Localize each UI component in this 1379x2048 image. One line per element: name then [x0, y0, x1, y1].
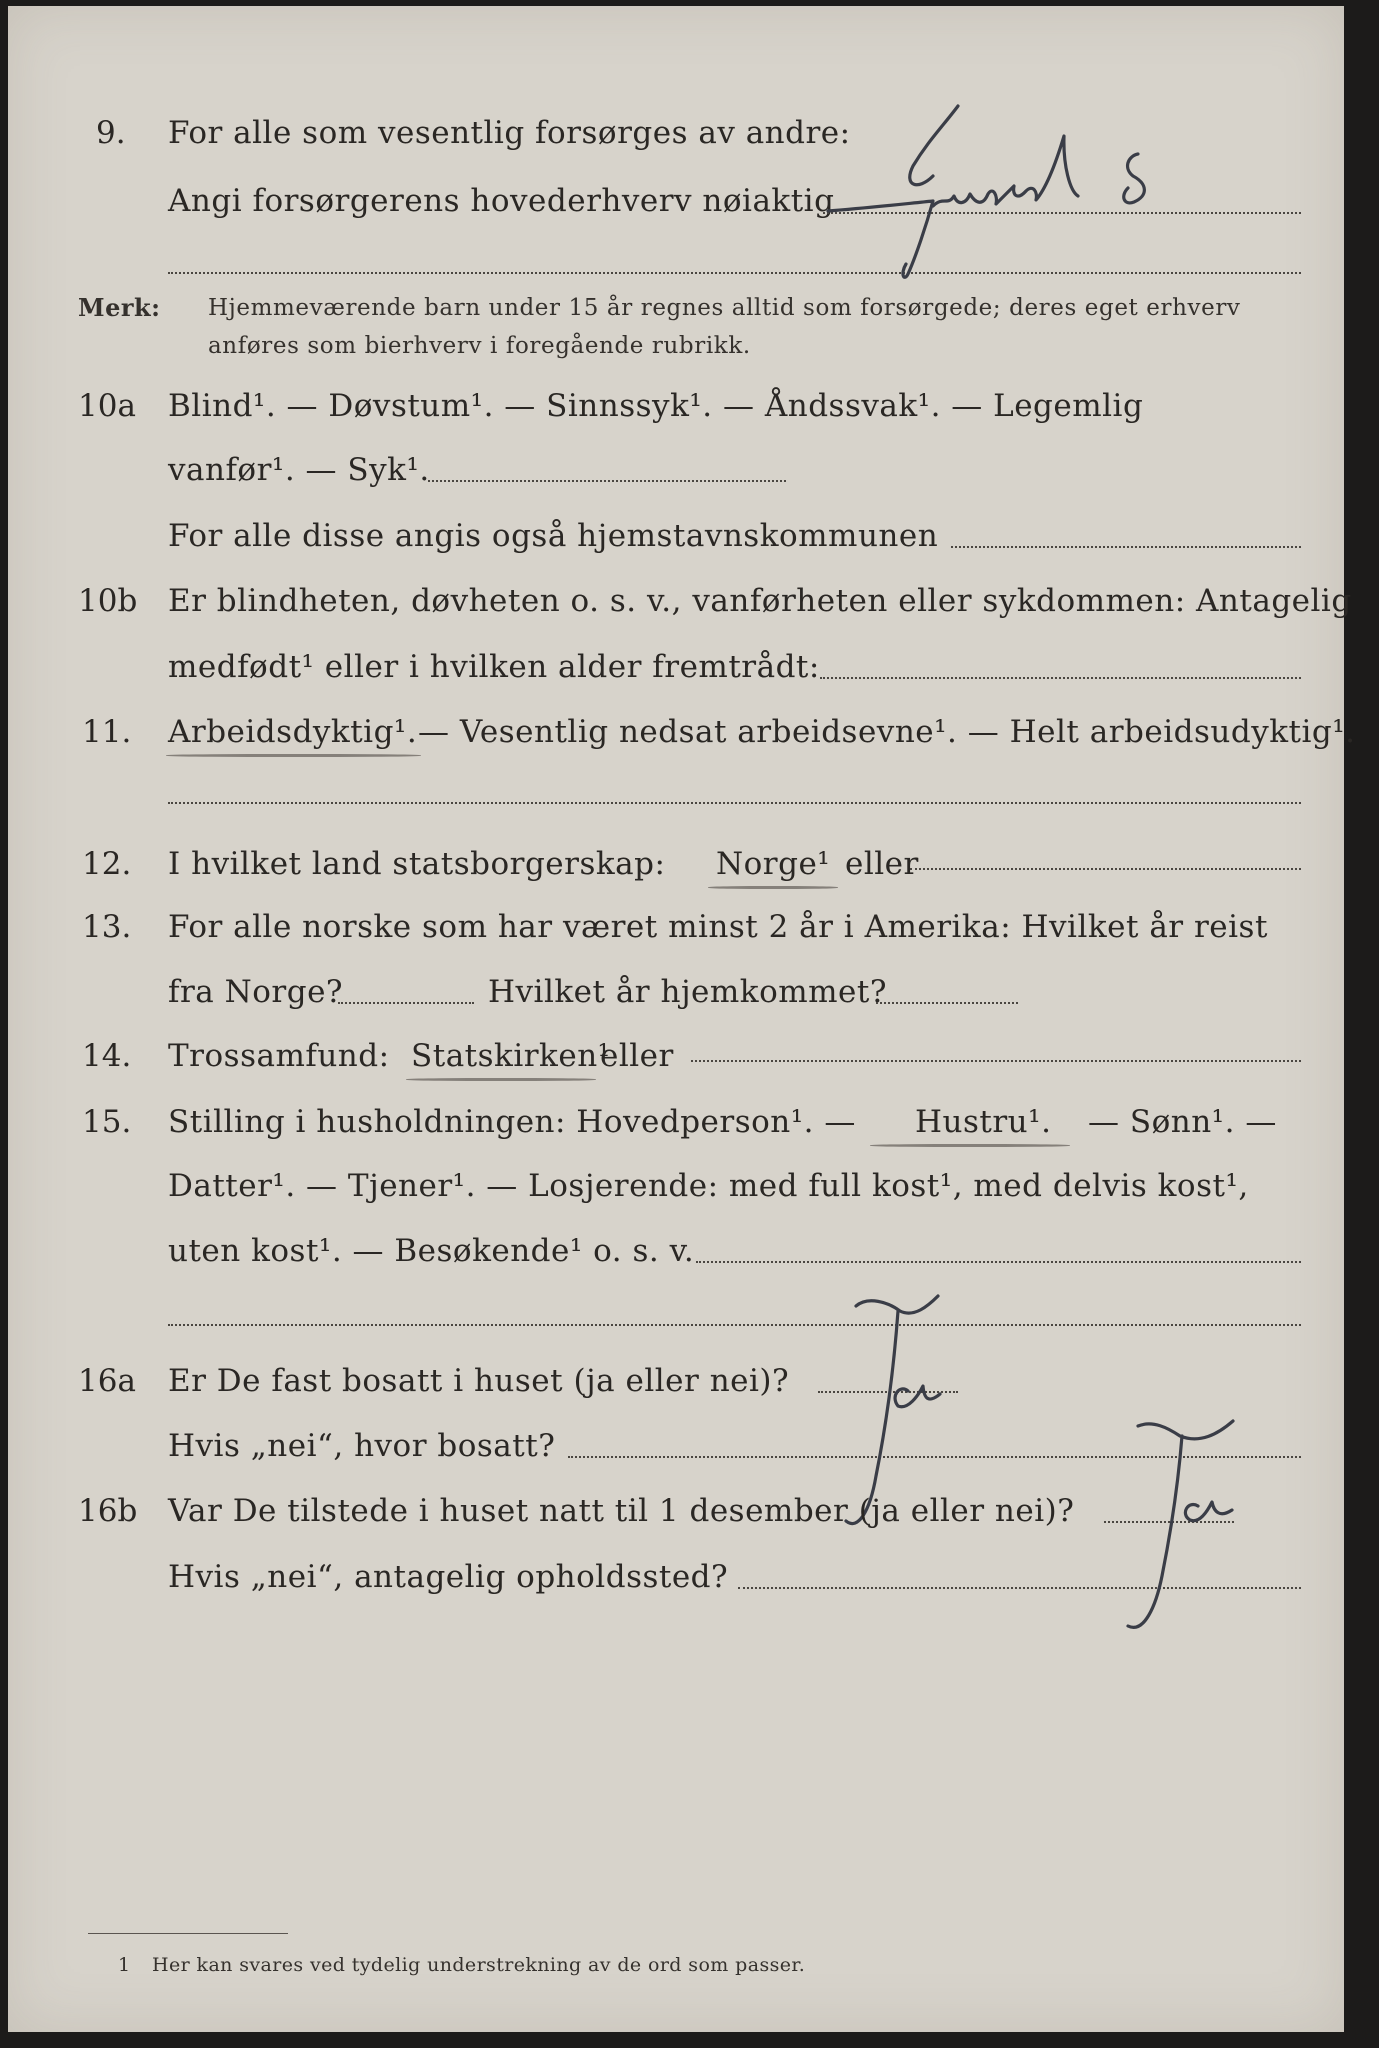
q12-option-norge: Norge¹ — [716, 846, 831, 882]
q16a-line1: Er De fast bosatt i huset (ja eller nei)? — [168, 1363, 790, 1399]
q16b-handwriting-ja — [1108, 1406, 1328, 1656]
q14-label: Trossamfund: — [168, 1038, 390, 1074]
q10b-line1: Er blindheten, døvheten o. s. v., vanførheten eller sykdommen: Antagelig — [168, 583, 1352, 619]
q16b-number: 16b — [78, 1493, 138, 1529]
q14-option-statskirken: Statskirken¹ — [411, 1038, 611, 1074]
q15-answer-line-2 — [168, 1324, 1301, 1326]
q10a-kommune-line — [951, 546, 1301, 548]
q10a-syk-line — [428, 480, 786, 482]
q12-underline-mark — [708, 886, 838, 889]
q16a-line2: Hvis „nei“, hvor bosatt? — [168, 1428, 556, 1464]
q11-answer-line — [168, 802, 1301, 804]
q14-answer-line — [691, 1060, 1301, 1062]
q11-number: 11. — [82, 714, 132, 750]
q10b-answer-line — [820, 677, 1301, 679]
merk-label: Merk: — [78, 293, 161, 322]
q9-line1: For alle som vesentlig forsørges av andre: — [168, 115, 851, 151]
q13-reist-label: fra Norge? — [168, 974, 344, 1010]
q12-answer-line — [910, 868, 1301, 870]
q12-line1: I hvilket land statsborgerskap: — [168, 846, 666, 882]
q11-line1-rest: — Vesentlig nedsat arbeidsevne¹. — Helt arbeidsudyktig¹. — [418, 714, 1356, 750]
q15-line3: uten kost¹. — Besøkende¹ o. s. v. — [168, 1233, 695, 1269]
footnote-mark: 1 — [118, 1954, 131, 1976]
q10a-line2: vanfør¹. — Syk¹. — [168, 452, 430, 488]
q10a-line3: For alle disse angis også hjemstavnskommunen — [168, 518, 939, 554]
q9-line2: Angi forsørgerens hovederhverv nøiaktig — [168, 183, 835, 219]
q13-line1: For alle norske som har været minst 2 år i Amerika: Hvilket år reist — [168, 909, 1268, 945]
q16b-line1: Var De tilstede i huset natt til 1 desember (ja eller nei)? — [168, 1493, 1075, 1529]
q10b-line2: medfødt¹ eller i hvilken alder fremtrådt: — [168, 649, 820, 685]
q16a-number: 16a — [78, 1363, 136, 1399]
q15-line1: Stilling i husholdningen: Hovedperson¹. — — [168, 1104, 856, 1140]
q9-number: 9. — [96, 115, 126, 151]
q13-number: 13. — [82, 909, 132, 945]
q15-underline-mark — [870, 1144, 1070, 1147]
q13-reist-line — [338, 1002, 474, 1004]
q10b-number: 10b — [78, 583, 138, 619]
q13-hjemkommet-line — [876, 1002, 1018, 1004]
footnote-text: Her kan svares ved tydelig understrekning av de ord som passer. — [152, 1954, 806, 1976]
q14-underline-mark — [406, 1078, 596, 1081]
merk-line2: anføres som bierhverv i foregående rubrikk. — [208, 333, 751, 359]
q13-hjemkommet-label: Hvilket år hjemkommet? — [488, 974, 887, 1010]
q15-number: 15. — [82, 1104, 132, 1140]
q12-eller: eller — [845, 846, 919, 882]
q12-number: 12. — [82, 846, 132, 882]
q15-line1-rest: — Sønn¹. — — [1088, 1104, 1277, 1140]
q10a-number: 10a — [78, 388, 136, 424]
q15-answer-line — [696, 1261, 1301, 1263]
q15-line2: Datter¹. — Tjener¹. — Losjerende: med full kost¹, med delvis kost¹, — [168, 1168, 1249, 1204]
q15-option-hustru: Hustru¹. — [915, 1104, 1052, 1140]
q11-option-arbeidsdyktig: Arbeidsdyktig¹. — [168, 714, 418, 750]
q9-handwriting-signature — [808, 96, 1228, 296]
q10a-line1: Blind¹. — Døvstum¹. — Sinnssyk¹. — Åndssvak¹. — Legemlig — [168, 388, 1144, 424]
q14-eller: eller — [600, 1038, 674, 1074]
form-page — [8, 6, 1356, 2032]
q16b-line2: Hvis „nei“, antagelig opholdssted? — [168, 1559, 729, 1595]
q14-number: 14. — [82, 1038, 132, 1074]
merk-line1: Hjemmeværende barn under 15 år regnes alltid som forsørgede; deres eget erhverv — [208, 295, 1241, 321]
footnote-rule — [88, 1933, 288, 1934]
q11-underline-mark — [166, 754, 421, 757]
